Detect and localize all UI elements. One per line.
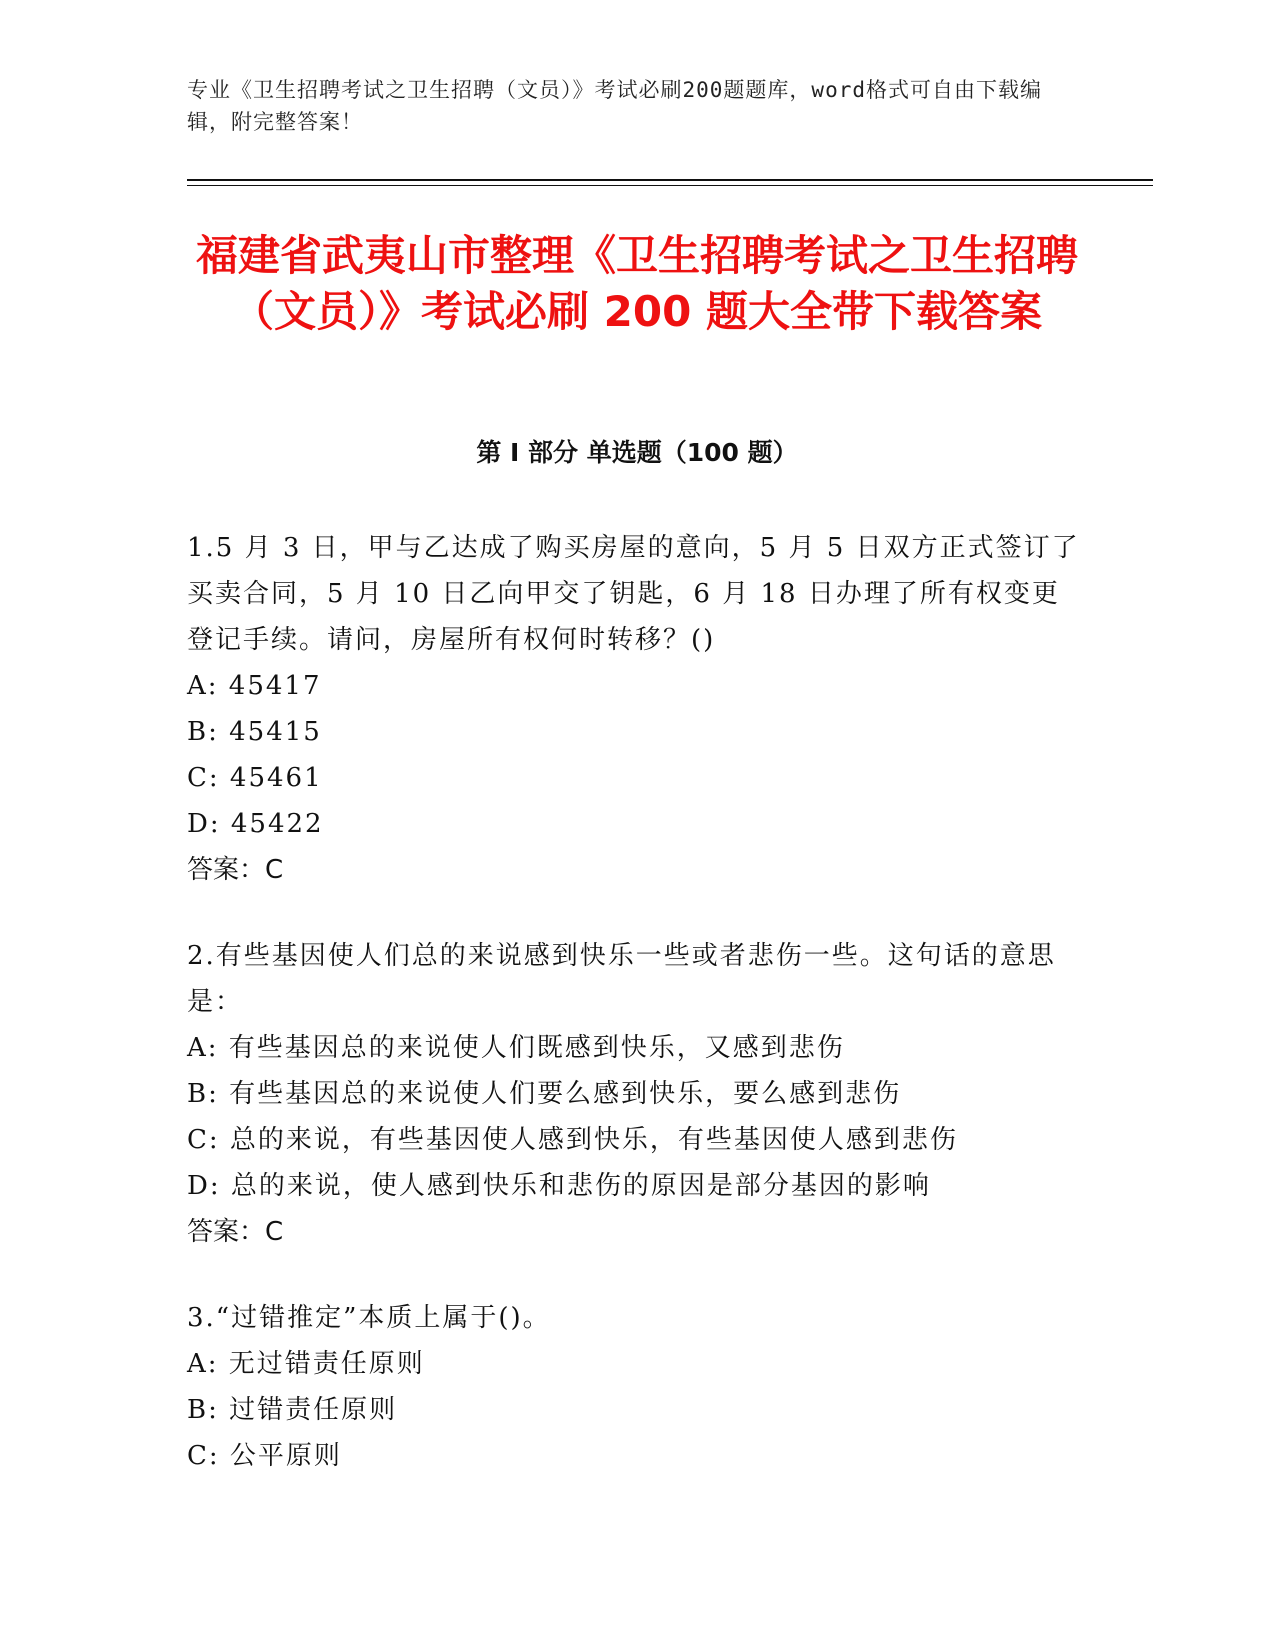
header-rule-thin <box>187 185 1153 186</box>
option-b: B: 有些基因总的来说使人们要么感到快乐，要么感到悲伤 <box>187 1079 902 1109</box>
question-stem: 3.“过错推定”本质上属于()。 <box>187 1303 551 1333</box>
question-3 <box>187 1295 1087 1479</box>
question-stem: 2.有些基因使人们总的来说感到快乐一些或者悲伤一些。这句话的意思是： <box>187 941 1056 1017</box>
option-c: C: 总的来说，有些基因使人感到快乐，有些基因使人感到悲伤 <box>187 1125 958 1155</box>
option-b: B: 过错责任原则 <box>187 1395 398 1425</box>
question-list <box>187 525 1087 1519</box>
header-note: 专业《卫生招聘考试之卫生招聘（文员）》考试必刷200题题库，word格式可自由下载编辑，附完整答案！ <box>187 78 1042 134</box>
option-a: A: 有些基因总的来说使人们既感到快乐，又感到悲伤 <box>187 1033 845 1063</box>
header-rule-thick <box>187 179 1153 181</box>
option-c: C: 公平原则 <box>187 1441 342 1471</box>
option-a: A: 45417 <box>187 671 322 701</box>
option-c: C: 45461 <box>187 763 323 793</box>
option-a: A: 无过错责任原则 <box>187 1349 425 1379</box>
question-stem: 1.5 月 3 日，甲与乙达成了购买房屋的意向，5 月 5 日双方正式签订了买卖合同，5 月 10 日乙向甲交了钥匙，6 月 18 日办理了所有权变更登记手续。请问，房屋所有权何时转移？() <box>187 533 1080 655</box>
question-2 <box>187 933 1087 1255</box>
option-d: D: 总的来说，使人感到快乐和悲伤的原因是部分基因的影响 <box>187 1171 931 1201</box>
question-1 <box>187 525 1087 893</box>
document-title: 福建省武夷山市整理《卫生招聘考试之卫生招聘（文员）》考试必刷 200 题大全带下载答案 <box>195 231 1078 336</box>
option-b: B: 45415 <box>187 717 322 747</box>
section-title: 第 I 部分 单选题（100 题） <box>476 438 798 467</box>
option-d: D: 45422 <box>187 809 324 839</box>
answer: 答案：C <box>187 855 284 885</box>
answer: 答案：C <box>187 1217 284 1247</box>
